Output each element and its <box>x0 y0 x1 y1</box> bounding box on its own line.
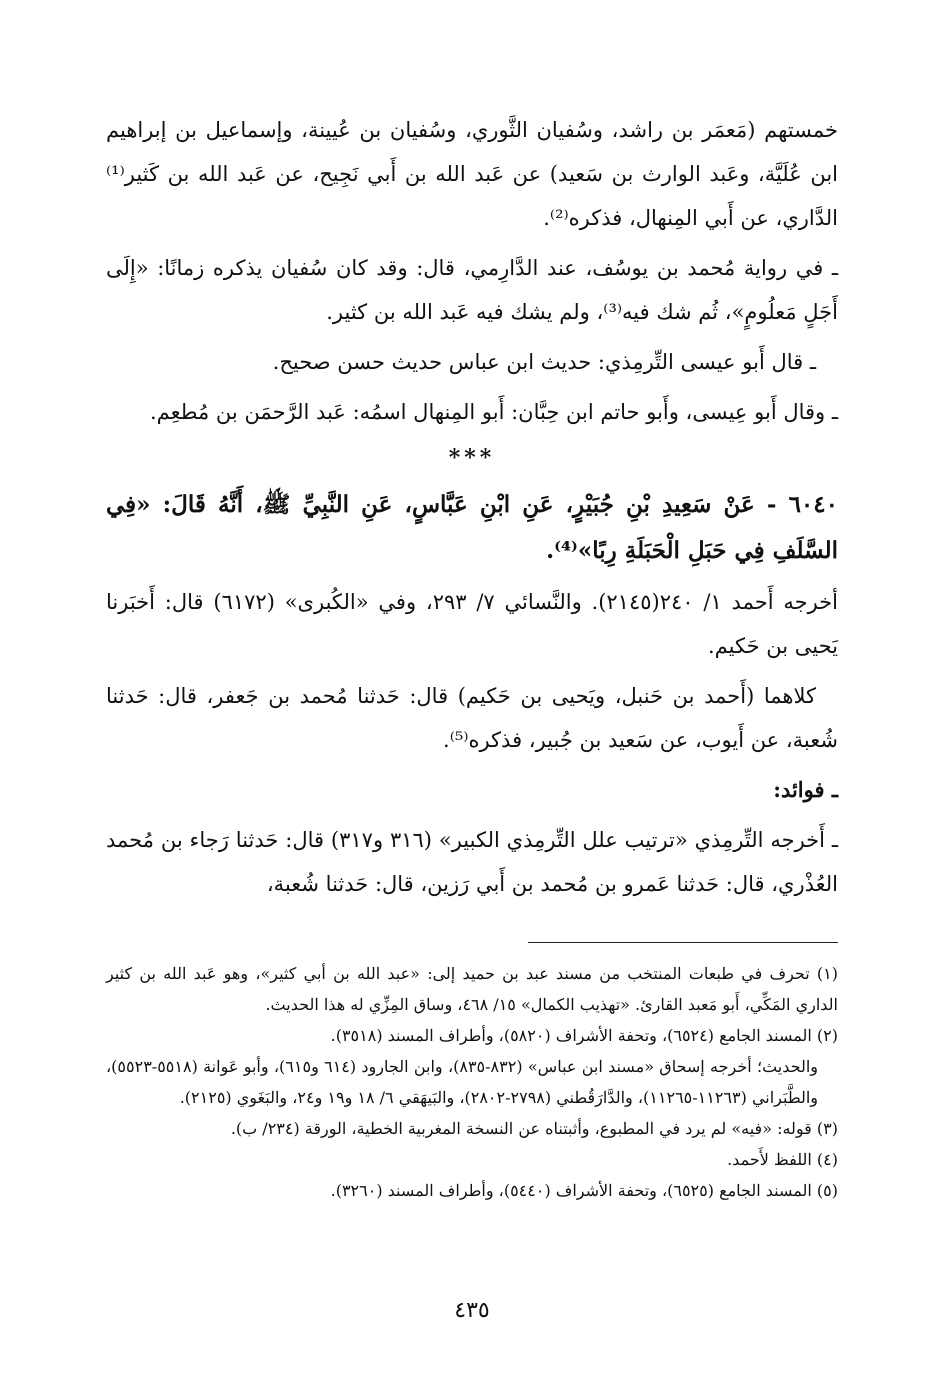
footnote-4: (٤) اللفظ لأَحمد. <box>727 1150 838 1169</box>
footnote-2: (٢) المسند الجامع (٦٥٢٤)، وتحفة الأشراف (٥٨٢٠)، وأطراف المسند (٣٥١٨). <box>330 1026 838 1045</box>
footnote-3: (٣) قوله: «فيه» لم يرد في المطبوع، وأثبتناه عن النسخة المغربية الخطية، الورقة (٢٣٤/ ب). <box>230 1119 838 1138</box>
takhrij-paragraph: أخرجه أَحمد ١/ ٢٤٠(٢١٤٥). والنَّسائي ٧/ ٢٩٣، وفي «الكُبرى» (٦١٧٢) قال: أَخبَرنا يَحيى بن حَكيم. <box>106 590 838 658</box>
hadith-text: ٦٠٤٠ - عَنْ سَعِيدِ بْنِ جُبَيْرٍ، عَنِ ابْنِ عَبَّاسٍ، عَنِ النَّبِيِّ ﷺ، أَنَّهُ قَالَ: «فِي السَّلَفِ فِي حَبَلِ الْحَبَلَةِ رِبًا»⁽⁴⁾. <box>106 491 838 564</box>
footnotes <box>106 958 838 1206</box>
darimi-note-paragraph: ـ في رواية مُحمد بن يوسُف، عند الدَّارِمي، قال: وقد كان سُفيان يذكره زمانًا: «إِلَى أَجَلٍ مَعلُومٍ»، ثُم شك فيه⁽³⁾، ولم يشك فيه عَبد الله بن كثير. <box>106 256 838 324</box>
benefits-heading: ـ فوائد: <box>773 777 838 802</box>
footnote-1: (١) تحرف في طبعات المنتخب من مسند عبد بن حميد إلى: «عبد الله بن أبي كثير»، وهو عَبد الله بن كثير الداري المَكِّي، أَبو مَعبد القارئ. «تهذيب الكمال» ١٥/ ٤٦٨، وساق المِزِّي له هذا الحديث. <box>106 964 839 1014</box>
main-text <box>106 108 838 912</box>
footnote-5: (٥) المسند الجامع (٦٥٢٥)، وتحفة الأشراف (٥٤٤٠)، وأطراف المسند (٣٢٦٠). <box>330 1181 838 1200</box>
tirmidhi-grading-paragraph: ـ قال أَبو عيسى التِّرمِذي: حديث ابن عباس حديث حسن صحيح. <box>272 350 816 374</box>
both-narrators-paragraph: كلاهما (أَحمد بن حَنبل، ويَحيى بن حَكيم) قال: حَدثنا مُحمد بن جَعفر، قال: حَدثنا شُعبة، عن أَيوب، عن سَعيد بن جُبير، فذكره⁽⁵⁾. <box>106 684 838 752</box>
isnad-paragraph: خمستهم (مَعمَر بن راشد، وسُفيان الثَّوري، وسُفيان بن عُيينة، وإسماعيل بن إبراهيم ابن عُلَيَّة، وعَبد الوارث بن سَعيد) عن عَبد الله بن أَبي نَجِيح، عن عَبد الله بن كَثير⁽¹⁾ الدَّاري، عن أَبي المِنهال، فذكره⁽²⁾. <box>106 118 838 230</box>
benefits-paragraph: ـ أَخرجه التِّرمِذي «ترتيب علل التِّرمِذي الكبير» (٣١٦ و٣١٧) قال: حَدثنا رَجاء بن مُحمد العُذْري، قال: حَدثنا عَمرو بن مُحمد بن أَبي رَزين، قال: حَدثنا شُعبة، <box>106 828 838 896</box>
narrator-name-paragraph: ـ وقال أَبو عِيسى، وأَبو حاتم ابن حِبَّان: أَبو المِنهال اسمُه: عَبد الرَّحمَن بن مُطعِم. <box>150 400 838 424</box>
page-number: ٤٣٥ <box>454 1298 490 1323</box>
section-divider-stars: *** <box>448 445 496 471</box>
footnote-2-continuation: والحديث؛ أخرجه إسحاق «مسند ابن عباس» (٨٣٢-٨٣٥)، وابن الجارود (٦١٤ و٦١٥)، وأبو عَوانة (٥٥١٨-٥٥٢٣)، والطَّبَراني (١١٢٦٣-١١٢٦٥)، والدَّارَقُطني (٢٧٩٨-٢٨٠٢)، والبَيهَقي ٦/ ١٨ و١٩ و٢٤، والبَغَوي (٢١٢٥). <box>106 1057 819 1107</box>
footnote-separator <box>528 942 838 943</box>
